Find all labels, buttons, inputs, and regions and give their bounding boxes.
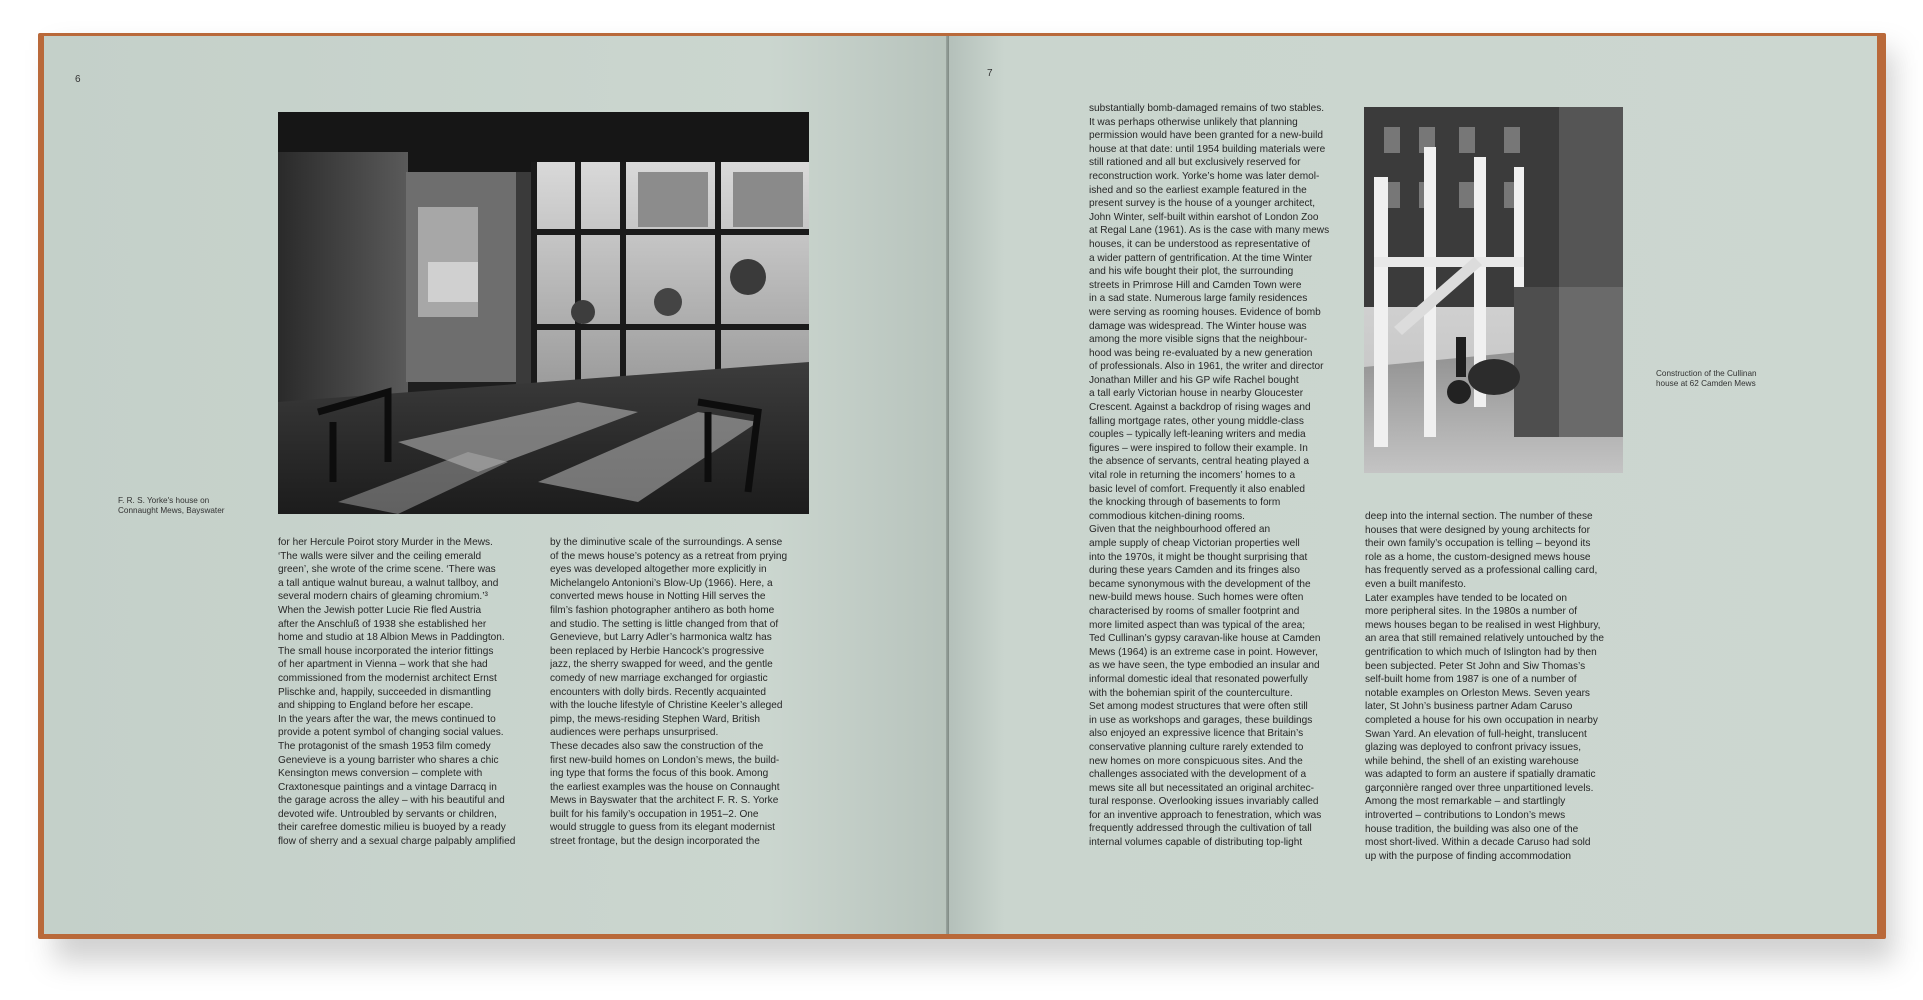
left-text-column-1: for her Hercule Poirot story Murder in the Mews. ‘The walls were silver and the ceiling emerald green’, she wrote of the crime scene. ‘There was a tall antique walnut bureau, a walnut tallboy, and several modern chairs of gleaming chromium.’³ When the Jewish potter Lucie Rie fled Austria after the Anschluß of 1938 she established her home and studio at 18 Albion Mews in Paddington. The small house incorporated the interior fittings of her apartment in Vienna – work that she had commissioned from the modernist architect Ernst Plischke and, happily, succeeded in dismantling and shipping to England before her escape. In the years after the war, the mews continued to provide a potent symbol of changing social values. The protagonist of the smash 1953 film comedy Genevieve is a young barrister who shares a chic Kensington mews conversion – complete with Craxtonesque paintings and a vintage Darracq in the garage across the alley – with his beautiful and devoted wife. Untroubled by servants or children, their carefree domestic milieu is buoyed by a ready flow of sherry and a sexual charge palpably amplified xyxy=(278,537,516,848)
right-text-column-2: deep into the internal section. The number of these houses that were designed by young architects for their own family’s occupation is telling – beyond its role as a home, the custom-designed mews house has frequently served as a professional calling card, even a built manifesto. Later examples have tended to be located on more peripheral sites. In the 1980s a number of mews houses began to be realised in west Highbury, an area that still remained relatively untouched by the gentrification to which much of Islington had by then been subjected. Peter St John and Siw Thomas’s self-built home from 1987 is one of a number of notable examples on Orleston Mews. Seven years later, St John’s business partner Adam Caruso completed a house for his own occupation in nearby Swan Yard. An elevation of full-height, translucent glazing was deployed to confront privacy issues, while behind, the shell of an existing warehouse was adapted to form an austere if spatially dramatic garçonnière ranged over three unpartitioned levels. Among the most remarkable – and startlingly introverted – contributions to London’s mews house tradition, the building was also one of the most short-lived. Within a decade Caruso had sold up with the purpose of finding accommodation xyxy=(1365,511,1605,862)
interior-photo-image xyxy=(278,112,809,514)
left-photo-caption: F. R. S. Yorke's house on Connaught Mews, Bayswater xyxy=(118,496,225,515)
right-page-number: 7 xyxy=(987,68,993,79)
left-page xyxy=(44,36,948,934)
construction-photo xyxy=(1364,107,1623,473)
left-page-number: 6 xyxy=(75,74,81,85)
interior-photo xyxy=(278,112,809,514)
right-photo-caption: Construction of the Cullinan house at 62 Camden Mews xyxy=(1656,369,1757,388)
right-page xyxy=(949,36,1877,934)
right-text-column-1: substantially bomb-damaged remains of two stables. It was perhaps otherwise unlikely that planning permission would have been granted for a new-build house at that date: until 1954 building materials were still rationed and all but exclusively reserved for reconstruction work. Yorke’s home was later demol- ished and so the earliest example featured in the present survey is the house of a younger architect, John Winter, self-built within earshot of London Zoo at Regal Lane (1961). As is the case with many mews houses, it can be understood as representative of a wider pattern of gentrification. At the time Winter and his wife bought their plot, the surrounding streets in Primrose Hill and Camden Town were in a sad state. Numerous large family residences were serving as rooming houses. Evidence of bomb damage was widespread. The Winter house was among the more visible signs that the neighbour- hood was being re-evaluated by a new generation of professionals. Also in 1961, the writer and director Jonathan Miller and his GP wife Rachel bought a tall early Victorian house in nearby Gloucester Crescent. Against a backdrop of rising wages and falling mortgage rates, other young middle-class couples – typically left-leaning writers and media figures – were inspired to follow their example. In the absence of servants, central heating played a vital role in returning the incomers’ homes to a basic level of comfort. Frequently it also enabled the knocking through of basements to form commodious kitchen-dining rooms. Given that the neighbourhood offered an ample supply of cheap Victorian properties well into the 1970s, it might be thought surprising that during these years Camden and its fringes also became synonymous with the development of the new-build mews house. Such homes were often characterised by rooms of smaller footprint and more limited aspect than was typical of the area; Ted Cullinan’s gypsy caravan-like house at Camden Mews (1964) is an extreme case in point. However, as we have seen, the type embodied an insular and informal domestic ideal that resonated powerfully with the bohemian spirit of the counterculture. Set among modest structures that were often still in use as workshops and garages, these buildings also enjoyed an expressive licence that Britain’s conservative planning culture rarely extended to new homes on more conspicuous sites. And the challenges associated with the development of a mews site all but necessitated an original architec- tural response. Overlooking issues invariably called for an inventive approach to fenestration, which was frequently addressed through the cultivation of tall internal volumes capable of distributing top-light xyxy=(1089,103,1330,849)
construction-photo-image xyxy=(1364,107,1623,473)
left-text-column-2: by the diminutive scale of the surroundings. A sense of the mews house’s potency as a retreat from prying eyes was developed altogether more explicitly in Michelangelo Antonioni’s Blow-Up (1966). Here, a converted mews house in Notting Hill serves the film’s fashion photographer antihero as both home and studio. The setting is little changed from that of Genevieve, but Larry Adler’s harmonica waltz has been replaced by Herbie Hancock’s progressive jazz, the sherry swapped for weed, and the gentle comedy of new marriage exchanged for orgiastic encounters with dolly birds. Recently acquainted with the louche lifestyle of Christine Keeler’s alleged pimp, the mews-residing Stephen Ward, British audiences were perhaps unsurprised. These decades also saw the construction of the first new-build homes on London’s mews, the build- ing type that forms the focus of this book. Among the earliest examples was the house on Connaught Mews in Bayswater that the architect F. R. S. Yorke built for his family’s occupation in 1951–2. One would struggle to guess from its elegant modernist street frontage, but the design incorporated the xyxy=(550,537,788,848)
